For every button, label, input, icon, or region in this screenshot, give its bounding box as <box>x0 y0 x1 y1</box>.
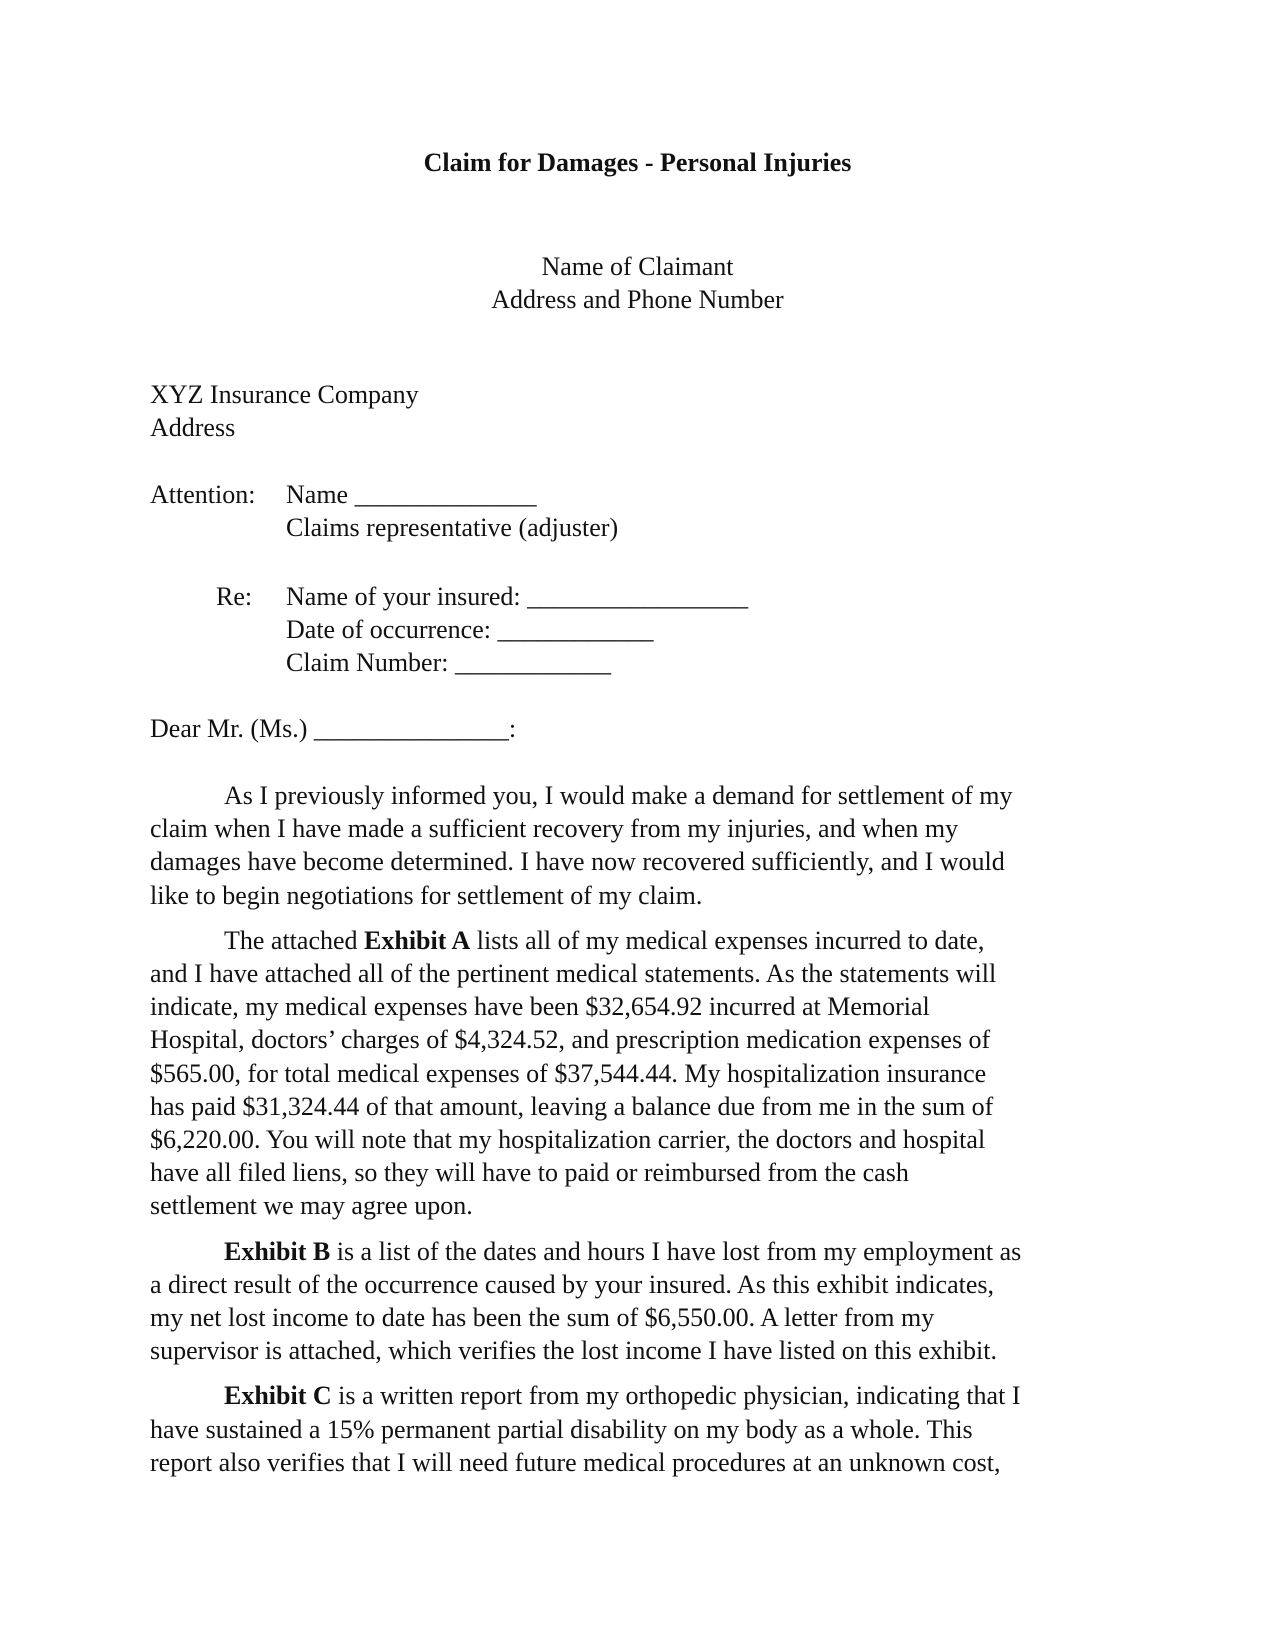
paragraph-line: like to begin negotiations for settlement of my claim. <box>150 880 703 910</box>
paragraph-line: supervisor is attached, which verifies the lost income I have listed on this exhibit. <box>150 1336 997 1366</box>
re-insured-line: Name of your insured: _________________ <box>286 582 749 611</box>
salutation: Dear Mr. (Ms.) _______________: <box>150 714 517 743</box>
paragraph-exhibit-c <box>150 1379 1110 1479</box>
paragraph-line: has paid $31,324.44 of that amount, leaving a balance due from me in the sum of <box>150 1091 994 1121</box>
attention-role: Claims representative (adjuster) <box>286 513 619 542</box>
insurer-address: Address <box>150 413 236 442</box>
paragraph-text: is a written report from my orthopedic physician, indicating that I <box>331 1381 1021 1411</box>
paragraph-line: a direct result of the occurrence caused by your insured. As this exhibit indicates, <box>150 1269 995 1299</box>
document-title: Claim for Damages - Personal Injuries <box>423 148 852 177</box>
insurer-block <box>150 378 419 444</box>
paragraph-line: Hospital, doctors’ charges of $4,324.52, and prescription medication expenses of <box>150 1025 991 1055</box>
paragraph-line: As I previously informed you, I would make a demand for settlement of my <box>224 781 1013 810</box>
paragraph-line: $6,220.00. You will note that my hospitalization carrier, the doctors and hospital <box>150 1125 986 1155</box>
paragraph-line: have all filed liens, so they will have to paid or reimbursed from the cash <box>150 1158 909 1188</box>
letter-body <box>150 779 1110 1491</box>
exhibit-c-label: Exhibit C <box>224 1381 332 1411</box>
paragraph-text: lists all of my medical expenses incurred to date, <box>470 925 985 955</box>
paragraph-exhibit-a <box>150 924 1110 1223</box>
paragraph-text: is a list of the dates and hours I have lost from my employment as <box>330 1236 1022 1266</box>
paragraph-intro <box>150 779 1110 912</box>
insurer-company: XYZ Insurance Company <box>150 380 419 409</box>
claimant-header <box>0 250 1275 316</box>
paragraph-line: my net lost income to date has been the sum of $6,550.00. A letter from my <box>150 1303 935 1333</box>
paragraph-line <box>150 1235 1110 1268</box>
paragraph-line: $565.00, for total medical expenses of $37,544.44. My hospitalization insurance <box>150 1058 987 1088</box>
paragraph-exhibit-b <box>150 1235 1110 1368</box>
attention-label: Attention: <box>150 480 256 509</box>
paragraph-line: damages have become determined. I have now recovered sufficiently, and I would <box>150 847 1005 877</box>
paragraph-lead-text: The attached <box>224 925 365 955</box>
paragraph-line: report also verifies that I will need future medical procedures at an unknown cost, <box>150 1447 1001 1477</box>
paragraph-line: claim when I have made a sufficient recovery from my injuries, and when my <box>150 814 959 844</box>
paragraph-line <box>150 1379 1110 1412</box>
paragraph-line <box>150 924 1110 957</box>
paragraph-line: and I have attached all of the pertinent medical statements. As the statements will <box>150 959 997 989</box>
re-claim-line: Claim Number: ____________ <box>286 648 611 677</box>
claimant-name: Name of Claimant <box>541 252 734 281</box>
paragraph-line: have sustained a 15% permanent partial disability on my body as a whole. This <box>150 1414 973 1444</box>
attention-name-line: Name ______________ <box>286 480 537 509</box>
paragraph-line: settlement we may agree upon. <box>150 1191 473 1221</box>
paragraph-line: indicate, my medical expenses have been $32,654.92 incurred at Memorial <box>150 992 930 1022</box>
re-label: Re: <box>216 582 253 611</box>
exhibit-a-label: Exhibit A <box>364 925 471 955</box>
claimant-address: Address and Phone Number <box>491 285 784 314</box>
exhibit-b-label: Exhibit B <box>224 1236 331 1266</box>
re-date-line: Date of occurrence: ____________ <box>286 615 654 644</box>
